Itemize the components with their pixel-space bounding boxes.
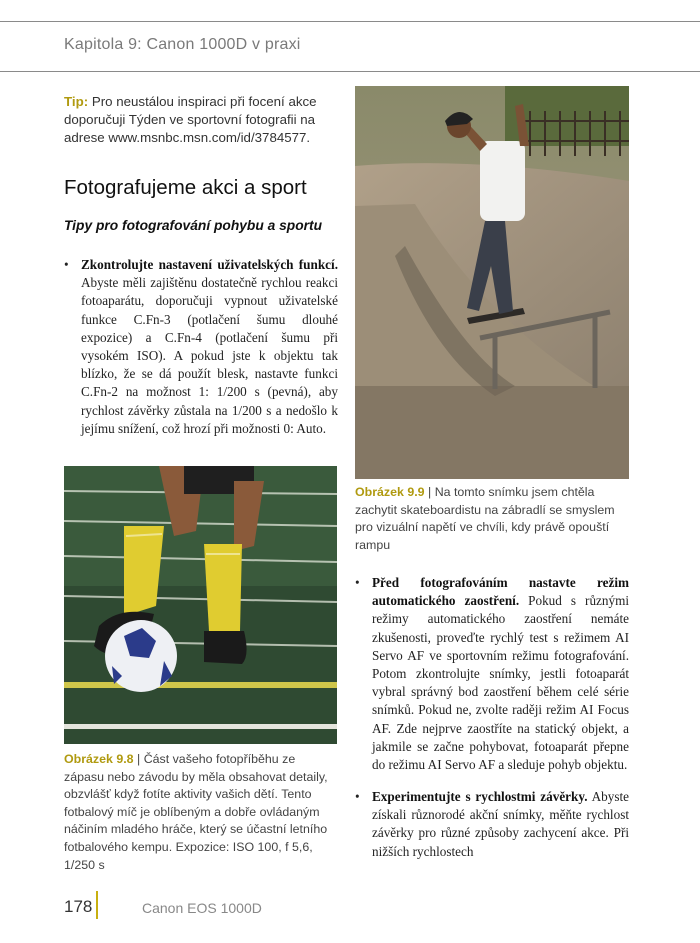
figure-9-9-text: Na tomto snímku jsem chtěla zachytit skateboardistu na zábradlí se smyslem pro vizuální napětí ve chvíli, kdy právě opouští rampu [355, 485, 615, 552]
tip-text: Pro neustálou inspiraci při focení akce doporučuji Týden ve sportovní fotografii na adrese www.msnbc.msn.com/id/3784577. [64, 94, 317, 145]
bullet-dot-icon: • [355, 789, 360, 804]
figure-9-8-label: Obrázek 9.8 [64, 752, 134, 766]
figure-9-9-caption: Obrázek 9.9 | Na tomto snímku jsem chtěla zachytit skateboardistu na zábradlí se smyslem pro vizuální napětí ve chvíli, kdy právě opouští rampu [355, 485, 615, 552]
bullet-title: Experimentujte s rychlostmi závěrky. [372, 789, 588, 804]
figure-9-8-photo [64, 466, 337, 744]
figure-9-9-photo [355, 86, 629, 479]
bullet-title: Před fotografováním nastavte režim automatického zaostření. [372, 575, 629, 609]
skateboarder-image [355, 86, 629, 479]
book-title: Canon EOS 1000D [142, 900, 262, 916]
page-number-divider [96, 891, 98, 919]
bullet-dot-icon: • [64, 257, 69, 272]
bullet-item [355, 788, 629, 861]
bullet-item [355, 574, 629, 774]
bullet-item [64, 256, 338, 438]
tip-box [64, 93, 344, 146]
bullet-title: Zkontrolujte nastavení uživatelských funkcí. [81, 257, 338, 272]
tip-label: Tip: [64, 94, 89, 109]
header-rule-top [0, 21, 700, 22]
bullet-text: Abyste získali různorodé akční snímky, měňte rychlost závěrky pro různé způsoby zachycení akce. Při nižších rychlostech [372, 789, 629, 859]
bullet-text: Pokud s různými režimy automatického zaostření nemáte zkušenosti, proveďte rychlý test s režimem AI Servo AF ve sportovním režimu fotografování. Potom zkontrolujte snímky, jestli fotoaparát vybral správný bod zaostření během celé série snímků. Pokud ne, zvolte raději režim AI Focus AF. Zde nejprve zaostříte na statický objekt, a jakmile se začne pohybovat, fotoaparát přepne do režimu AI Servo AF a sleduje pohyb objektu. [372, 593, 629, 773]
soccer-ball-image [64, 466, 337, 744]
section-subheading: Tipy pro fotografování pohybu a sportu [64, 218, 323, 233]
figure-9-8-caption: Obrázek 9.8 | Část vašeho fotopříběhu ze zápasu nebo závodu by měla obsahovat detaily, obzvlášť když fotíte aktivity vašich dětí. Tento fotbalový míč je oblíbeným a dobře ovládaným náčiním mladého hráče, který se účastní letního fotbalového kempu. Expozice: ISO 100, f 5,6, 1/250 s [64, 752, 328, 872]
header-rule-bottom [0, 71, 700, 72]
section-heading: Fotografujeme akci a sport [64, 176, 307, 199]
figure-9-8-text: Část vašeho fotopříběhu ze zápasu nebo závodu by měla obsahovat detaily, obzvlášť když fotíte aktivity vašich dětí. Tento fotbalový míč je oblíbeným a dobře ovládaným náčiním mladého hráče, který se účastní letního fotbalového kempu. Expozice: ISO 100, f 5,6, 1/250 s [64, 752, 328, 872]
bullet-text: Abyste měli zajištěnu dostatečně rychlou reakci fotoaparátu, doporučuji vypnout uživatelské funkce C.Fn-3 (potlačení šumu dlouhé expozice) a C.Fn-4 (potlačení šumu při vysokém ISO). A pokud jste k objektu tak blízko, že se dá použít blesk, nastavte funkci C.Fn-2 na možnost 1: 1/200 s (pevná), aby rychlost závěrky zůstala na 1/200 s a nedošlo k jejímu snížení, což hrozí při možnosti 0: Auto. [81, 275, 338, 436]
page-number: 178 [64, 897, 93, 916]
bullet-dot-icon: • [355, 575, 360, 590]
figure-9-9-label: Obrázek 9.9 [355, 485, 425, 499]
chapter-title: Kapitola 9: Canon 1000D v praxi [64, 36, 301, 53]
